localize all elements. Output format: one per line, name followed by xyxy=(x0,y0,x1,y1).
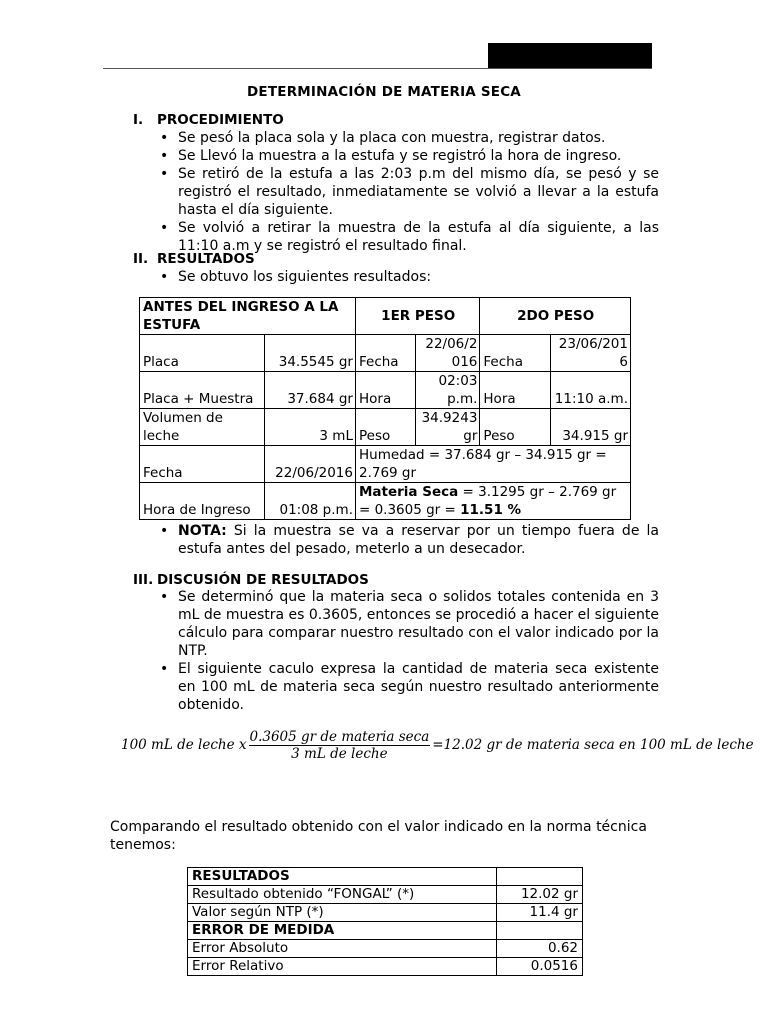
table-cell: Hora xyxy=(355,372,415,409)
section-number: II. xyxy=(133,251,149,267)
procedure-item: • Se retiró de la estufa a las 2:03 p.m del mismo día, se pesó y se registró el resultado, inmediatamente se volvió a llevar a la estufa hasta el día siguiente. xyxy=(156,165,659,219)
table-cell: Peso xyxy=(480,409,551,446)
table-cell: 0.62 xyxy=(497,940,583,958)
header-1er-peso: 1ER PESO xyxy=(355,298,479,335)
table-cell: 23/06/2016 xyxy=(551,335,631,372)
comparison-table xyxy=(187,867,583,976)
section-label: DISCUSIÓN DE RESULTADOS xyxy=(157,572,369,588)
table-cell: 11.4 gr xyxy=(497,904,583,922)
table-cell: 34.915 gr xyxy=(551,409,631,446)
table-row xyxy=(140,335,631,372)
table-cell: Volumen de leche xyxy=(140,409,265,446)
table-cell xyxy=(497,922,583,940)
table-cell: 12.02 gr xyxy=(497,886,583,904)
discussion-list xyxy=(156,588,659,714)
discussion-item: • El siguiente caculo expresa la cantidad de materia seca existente en 100 mL de materia seca según nuestro resultado anteriormente obtenido. xyxy=(156,660,659,714)
header-antes: ANTES DEL INGRESO A LA ESTUFA xyxy=(140,298,356,335)
section-number: I. xyxy=(133,112,144,128)
table-row xyxy=(140,446,631,483)
table-row xyxy=(140,298,631,335)
table-cell: 37.684 gr xyxy=(264,372,355,409)
results-intro: • Se obtuvo los siguientes resultados: xyxy=(156,268,659,286)
table-cell: 22/06/2016 xyxy=(416,335,480,372)
formula-left: 100 mL de leche x xyxy=(121,737,247,753)
table-cell: Error Relativo xyxy=(188,958,497,976)
table-cell: Placa xyxy=(140,335,265,372)
materia-seca-label: Materia Seca xyxy=(358,484,459,500)
table-row xyxy=(188,940,583,958)
discussion-item: • Se determinó que la materia seca o solidos totales contenida en 3 mL de muestra es 0.3605, entonces se procedió a hacer el siguiente cálculo para comparar nuestro resultado con el valor indicado por la NTP. xyxy=(156,588,659,660)
calculation-formula xyxy=(121,729,754,762)
table-cell: 22/06/2016 xyxy=(264,446,355,483)
table-row xyxy=(188,868,583,886)
formula-right: =12.02 gr de materia seca en 100 mL de leche xyxy=(432,737,754,753)
procedure-item: • Se pesó la placa sola y la placa con muestra, registrar datos. xyxy=(156,129,659,147)
materia-seca-calc: = 3.1295 gr – 2.769 gr = 0.3605 gr = xyxy=(358,484,617,518)
table-row xyxy=(188,886,583,904)
nota-list xyxy=(156,522,659,558)
document-title: DETERMINACIÓN DE MATERIA SECA xyxy=(247,84,521,100)
table-cell: Fecha xyxy=(140,446,265,483)
section-label: RESULTADOS xyxy=(157,251,255,267)
section-resultados-heading xyxy=(133,251,255,267)
results-intro-list xyxy=(156,268,659,286)
table-cell: Fecha xyxy=(355,335,415,372)
header-rule xyxy=(103,68,652,69)
table-cell: 3 mL xyxy=(264,409,355,446)
header-2do-peso: 2DO PESO xyxy=(480,298,631,335)
table-cell: Peso xyxy=(355,409,415,446)
table-cell: Placa + Muestra xyxy=(140,372,265,409)
materia-seca-cell xyxy=(355,483,630,520)
formula-fraction xyxy=(249,729,431,762)
table-cell: Hora xyxy=(480,372,551,409)
table-cell: Resultado obtenido “FONGAL” (*) xyxy=(188,886,497,904)
materia-seca-result: 11.51 % xyxy=(460,502,522,518)
table-cell: Hora de Ingreso xyxy=(140,483,265,520)
section-label: PROCEDIMIENTO xyxy=(157,112,284,128)
procedure-list xyxy=(156,129,659,255)
table-cell: 34.9243 gr xyxy=(416,409,480,446)
table-row xyxy=(140,372,631,409)
table-row xyxy=(188,958,583,976)
table-row xyxy=(188,904,583,922)
table-cell: Fecha xyxy=(480,335,551,372)
formula-numerator: 0.3605 gr de materia seca xyxy=(249,729,430,745)
table-row xyxy=(140,483,631,520)
table-cell: 34.5545 gr xyxy=(264,335,355,372)
header-black-box xyxy=(488,43,652,68)
section-discusion-heading xyxy=(133,572,369,588)
header-resultados: RESULTADOS xyxy=(188,868,497,886)
table-cell: 02:03 p.m. xyxy=(416,372,480,409)
nota-label: NOTA: xyxy=(178,523,227,539)
table-row xyxy=(188,922,583,940)
section-procedimiento-heading xyxy=(133,112,284,128)
procedure-item: • Se volvió a retirar la muestra de la estufa al día siguiente, a las 11:10 a.m y se registró el resultado final. xyxy=(156,219,659,255)
conclusion-paragraph: Comparando el resultado obtenido con el valor indicado en la norma técnica tenemos: xyxy=(110,819,647,853)
table-cell: 0.0516 xyxy=(497,958,583,976)
table-cell xyxy=(497,868,583,886)
header-error: ERROR DE MEDIDA xyxy=(188,922,497,940)
nota-item xyxy=(156,522,659,558)
weighing-table xyxy=(139,297,631,520)
formula-denominator: 3 mL de leche xyxy=(291,746,388,762)
table-cell: 11:10 a.m. xyxy=(551,372,631,409)
table-cell: 01:08 p.m. xyxy=(264,483,355,520)
humedad-cell: Humedad = 37.684 gr – 34.915 gr = 2.769 gr xyxy=(355,446,630,483)
nota-text: Si la muestra se va a reservar por un tiempo fuera de la estufa antes del pesado, meterlo a un desecador. xyxy=(178,523,659,557)
section-number: III. xyxy=(133,572,154,588)
procedure-item: • Se Llevó la muestra a la estufa y se registró la hora de ingreso. xyxy=(156,147,659,165)
table-cell: Valor según NTP (*) xyxy=(188,904,497,922)
table-cell: Error Absoluto xyxy=(188,940,497,958)
table-row xyxy=(140,409,631,446)
